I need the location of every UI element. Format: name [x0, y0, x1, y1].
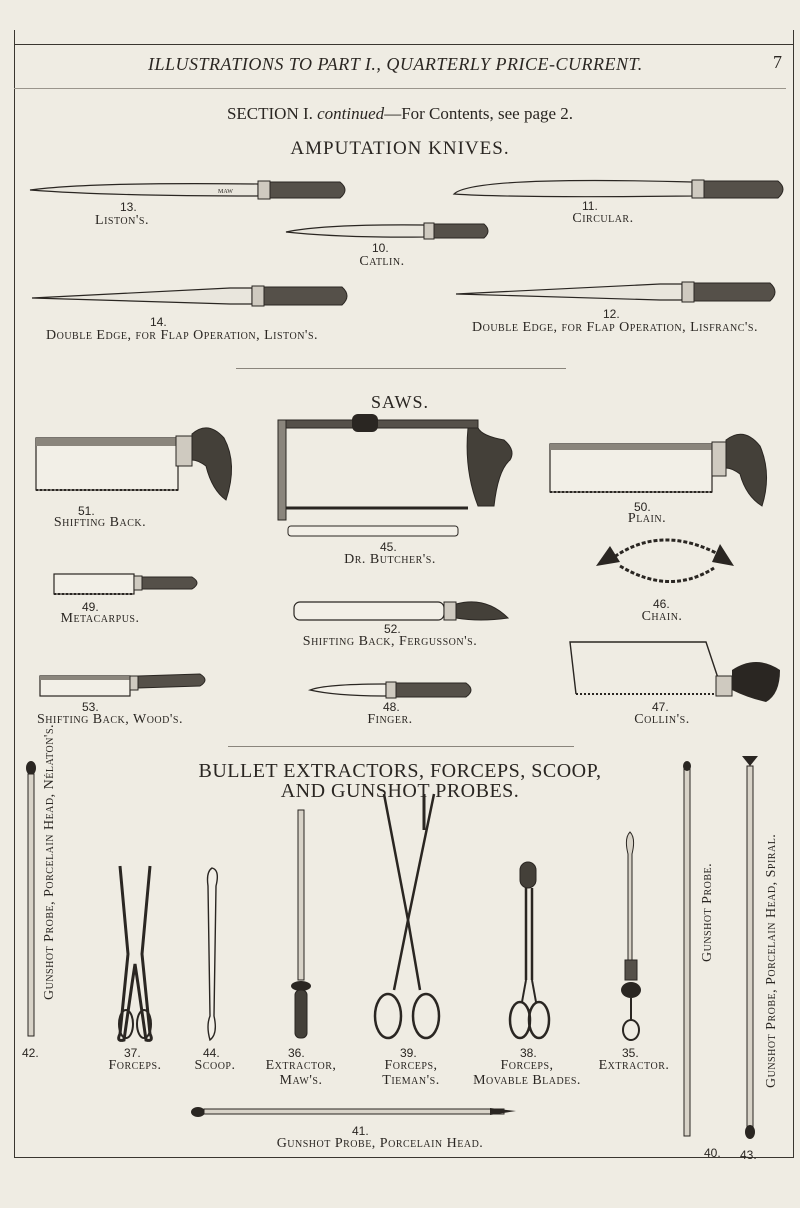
knife-14-caption: Double Edge, for Flap Operation, Liston's. [45, 328, 319, 343]
probe-43-illustration [740, 752, 760, 1144]
saw-45-caption: Dr. Butcher's. [344, 552, 436, 567]
probe-40-caption: Gunshot Probe. [700, 862, 715, 962]
saw-46-illustration [590, 526, 740, 600]
probe-42-caption: Gunshot Probe, Porcelain Head, Nélaton's. [42, 723, 57, 1000]
saw-52-number: 52. [384, 622, 401, 636]
forceps-39-caption: Forceps, [384, 1058, 438, 1073]
scoop-44-illustration [198, 866, 228, 1042]
knife-14-illustration [30, 284, 360, 310]
saw-47-caption: Collin's. [634, 712, 690, 727]
probe-40-illustration [678, 760, 696, 1140]
saw-46-caption: Chain. [641, 609, 683, 624]
saw-45-illustration [268, 410, 518, 550]
knife-10-number: 10. [372, 241, 389, 255]
page-border-bottom [14, 1157, 794, 1158]
forceps-39-caption2: Tieman's. [382, 1073, 440, 1088]
forceps-38-illustration [506, 860, 552, 1046]
section-divider [236, 368, 566, 369]
saw-52-illustration [290, 596, 520, 626]
scoop-44-caption: Scoop. [194, 1058, 236, 1073]
extractors-heading-line1: BULLET EXTRACTORS, FORCEPS, SCOOP, [198, 760, 602, 782]
header-rule [14, 88, 786, 89]
probe-41-caption: Gunshot Probe, Porcelain Head. [276, 1136, 484, 1151]
saw-49-caption: Metacarpus. [60, 611, 140, 626]
section-divider-2 [228, 746, 574, 747]
extractor-35-number: 35. [622, 1046, 639, 1060]
scoop-44-number: 44. [203, 1046, 220, 1060]
forceps-38-caption2: Movable Blades. [473, 1073, 581, 1088]
saw-51-caption: Shifting Back. [53, 515, 147, 530]
saw-47-illustration [556, 634, 786, 704]
knife-10-illustration [284, 220, 504, 242]
probe-40-number: 40. [704, 1146, 721, 1160]
saw-48-caption: Finger. [367, 712, 413, 727]
saw-53-number: 53. [82, 700, 99, 714]
page-border-top [14, 44, 794, 45]
saw-51-illustration [30, 420, 240, 506]
page-number: 7 [773, 52, 782, 72]
page-border-right [793, 30, 794, 1158]
saw-48-illustration [306, 676, 496, 702]
forceps-39-illustration [364, 790, 454, 1046]
forceps-37-illustration [112, 864, 158, 1044]
extractor-35-illustration [616, 830, 646, 1044]
saw-52-caption: Shifting Back, Fergusson's. [302, 634, 478, 649]
saw-50-caption: Plain. [627, 511, 667, 526]
knife-10-caption: Catlin. [359, 254, 405, 269]
extractors-heading-line2: AND GUNSHOT PROBES. [280, 780, 520, 802]
saw-48-number: 48. [383, 700, 400, 714]
saw-50-number: 50. [634, 500, 651, 514]
probe-42-illustration [22, 760, 40, 1044]
page-border-left [14, 30, 15, 1158]
saw-45-number: 45. [380, 540, 397, 554]
forceps-38-caption: Forceps, [500, 1058, 554, 1073]
saw-53-caption: Shifting Back, Wood's. [37, 712, 183, 727]
maker-mark: MAW [218, 189, 233, 195]
forceps-39-number: 39. [400, 1046, 417, 1060]
knife-14-number: 14. [150, 315, 167, 329]
probe-41-illustration [190, 1104, 520, 1120]
section-label: SECTION I. [226, 104, 313, 123]
knife-13-number: 13. [120, 200, 137, 214]
section-continued: continued [317, 104, 385, 123]
knife-12-caption: Double Edge, for Flap Operation, Lisfranc's. [472, 320, 758, 335]
knife-12-illustration [454, 280, 784, 306]
section-line [0, 104, 800, 124]
probe-42-number: 42. [22, 1046, 39, 1060]
extractor-36-number: 36. [288, 1046, 305, 1060]
amputation-heading: AMPUTATION KNIVES. [290, 138, 510, 159]
knife-13-illustration [28, 178, 358, 204]
saw-47-number: 47. [652, 700, 669, 714]
knife-11-illustration [452, 176, 792, 206]
section-rest: —For Contents, see page 2. [384, 104, 574, 123]
saw-53-illustration [36, 664, 216, 700]
knife-11-caption: Circular. [572, 211, 634, 226]
saw-49-number: 49. [82, 600, 99, 614]
forceps-37-caption: Forceps. [108, 1058, 162, 1073]
extractor-35-caption: Extractor. [598, 1058, 670, 1073]
saw-46-number: 46. [653, 597, 670, 611]
saw-50-illustration [540, 430, 780, 510]
knife-12-number: 12. [603, 307, 620, 321]
running-title: ILLUSTRATIONS TO PART I., QUARTERLY PRICE-CURRENT. [148, 54, 643, 74]
knife-13-caption: Liston's. [95, 213, 149, 228]
extractor-36-caption: Extractor, [265, 1058, 337, 1073]
saws-heading: SAWS. [370, 392, 430, 412]
knife-11-number: 11. [582, 199, 598, 213]
probe-43-caption: Gunshot Probe, Porcelain Head, Spiral. [764, 833, 779, 1088]
extractor-36-caption2: Maw's. [279, 1073, 323, 1088]
extractor-36-illustration [288, 808, 314, 1040]
probe-43-number: 43. [740, 1148, 757, 1162]
forceps-37-number: 37. [124, 1046, 141, 1060]
saw-49-illustration [50, 566, 210, 602]
forceps-38-number: 38. [520, 1046, 537, 1060]
probe-41-number: 41. [352, 1124, 369, 1138]
saw-51-number: 51. [78, 504, 95, 518]
